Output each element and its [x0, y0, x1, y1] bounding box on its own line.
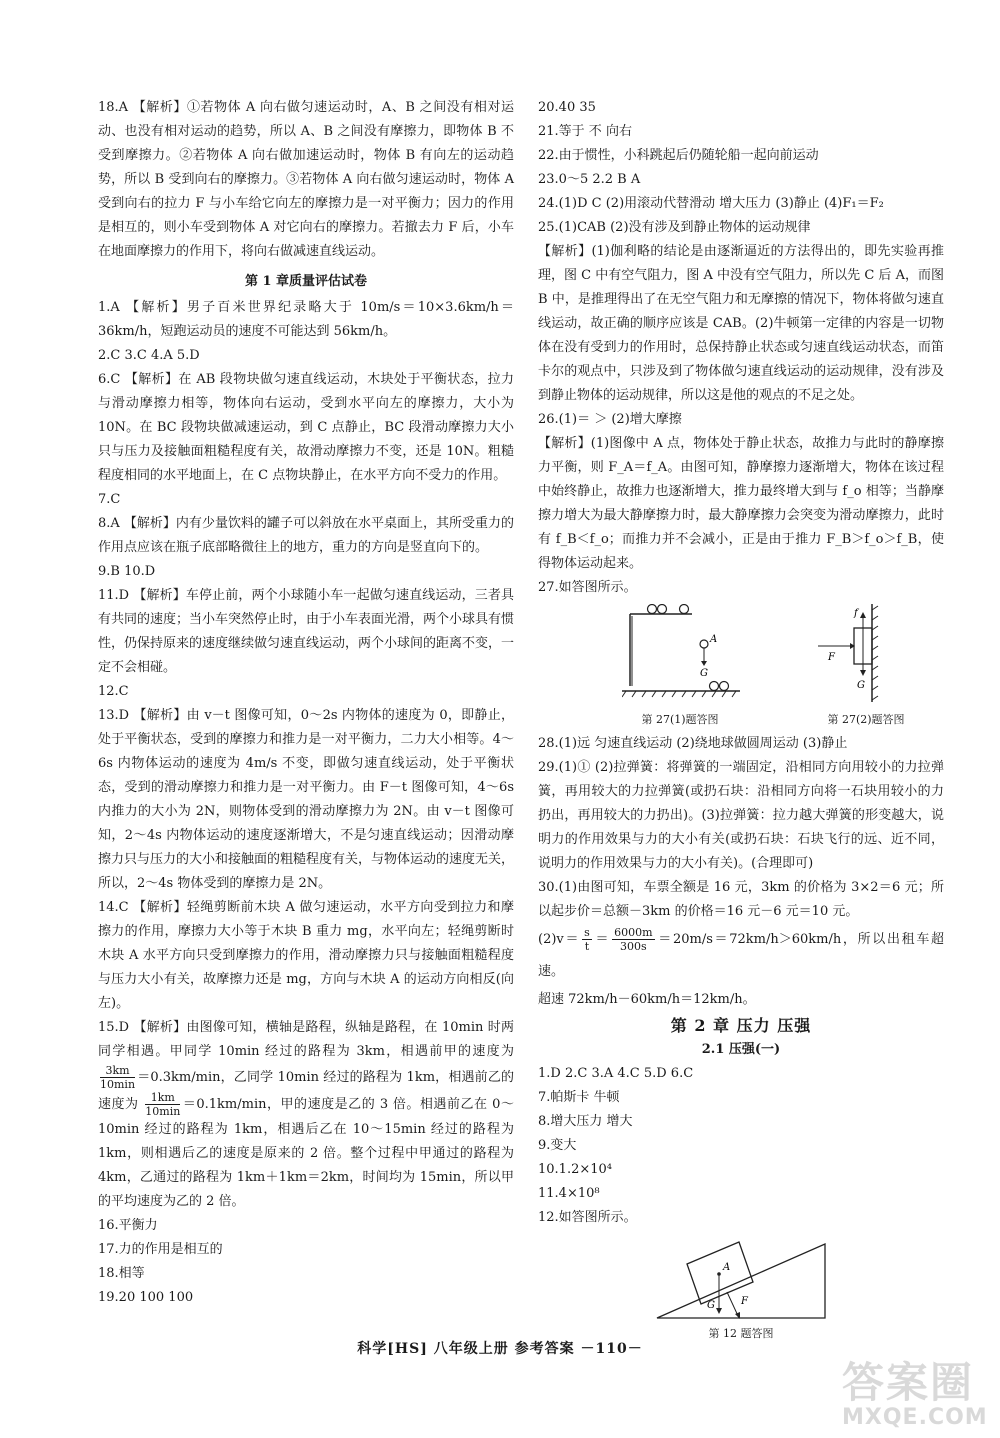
answer-b7: 7.帕斯卡 牛顿: [538, 1090, 620, 1105]
answer-25-explanation: 【解析】(1)伽利略的结论是由逐渐逼近的方法得出的，即先实验再推理，图 C 中有空气阻力，图 A 中没有空气阻力，所以先 C 后 A，而图 B 中，是推理得出了在无空气阻力和无摩擦的情况下，物体将做匀速直线运动，故正确的顺序应该是 CAB。(2)牛顿第一定律的内容是一切物体在没有受到力的作用时，总保持静止状态或匀速直线运动状态，而笛卡尔的观点中，只涉及到了物体做匀速直线运动的运动规律，没有涉及到静止物体的运动规律，所以这是他的观点的不足之处。: [538, 244, 944, 403]
lesson-title: 2.1 压强(一): [701, 1042, 781, 1057]
answer-30-2-post: ＝20m/s＝72km/h＞60km/h，所以出租车超速。: [538, 932, 944, 979]
answer-12: 12.C: [98, 684, 129, 699]
right-column: [538, 96, 944, 1342]
answer-b11: 11.4×10⁸: [538, 1186, 600, 1201]
answer-13: 13.D 【解析】由 v－t 图像可知，0～2s 内物体的速度为 0，即静止，处于平衡状态，受到的摩擦力和推力是一对平衡力，二力大小相等。4～6s 内物体运动的速度为 4m/s 不变，即做匀速直线运动，处于平衡状态，受到的滑动摩擦力和推力是一对平衡力。由 F－t 图像可知，4～6s 内推力的大小为 2N，则物体受到的滑动摩擦力为 2N。由 v－t 图像可知，2～4s 内物体运动的速度逐渐增大，不是匀速直线运动；因滑动摩擦力只与压力的大小和接触面的粗糙程度有关，与物体运动的速度无关，所以，2～4s 物体受到的摩擦力是 2N。: [98, 708, 515, 891]
left-column: [98, 96, 514, 1310]
fraction-numerator: s: [584, 926, 590, 939]
answer-b8: 8.增大压力 增大: [538, 1114, 633, 1129]
answer-9-10: 9.B 10.D: [98, 564, 156, 579]
fraction-6000m-300s: [612, 926, 654, 953]
fraction-3km-10min: [100, 1064, 135, 1091]
answer-20: 20.40 35: [538, 100, 596, 115]
answer-2-5: 2.C 3.C 4.A 5.D: [98, 348, 200, 363]
page-footer: 科学[HS] 八年级上册 参考答案 －110－: [357, 1341, 643, 1357]
answer-b10: 10.1.2×10⁴: [538, 1162, 612, 1177]
answer-b1-6: 1.D 2.C 3.A 4.C 5.D 6.C: [538, 1066, 694, 1081]
label-F: F: [741, 1296, 748, 1307]
answer-30-1: 30.(1)由图可知，车票全额是 16 元，3km 的价格为 3×2＝6 元；所以起步价＝总额－3km 的价格＝16 元－6 元＝10 元。: [538, 880, 944, 919]
answer-30-2: [538, 924, 944, 988]
figure-27-1: [622, 604, 752, 708]
answer-11: 11.D 【解析】车停止前，两个小球随小车一起做匀速直线运动，三者具有共同的速度；当小车突然停止时，由于小车表面光滑，两个小球具有惯性，仍保持原来的速度继续做匀速直线运动，两个小球间的距离不变，一定不会相碰。: [98, 588, 515, 675]
figure-27-1-caption: 第 27(1)题答图: [641, 713, 719, 726]
answer-30-3: 超速 72km/h－60km/h＝12km/h。: [538, 992, 756, 1007]
figure-12: [651, 1234, 831, 1326]
fraction-s-t: [582, 926, 592, 953]
answer-14: 14.C 【解析】轻绳剪断前木块 A 做匀速运动，水平方向受到拉力和摩擦力的作用，摩擦力大小等于木块 B 重力 mg，水平向左；轻绳剪断时木块 A 水平方向只受到摩擦力的作用，滑动摩擦力只与接触面粗糙程度与压力大小有关，故摩擦力还是 mg，方向与木块 A 的运动方向相反(向左)。: [98, 900, 514, 1011]
label-F: F: [828, 652, 835, 663]
answer-15-mid: ＝0.3km/min，乙同学 10min 经过的路程为 1km，相遇前乙的速度为: [98, 1070, 514, 1112]
watermark-logo: [842, 1360, 992, 1436]
answer-18-block: 18.A 【解析】①若物体 A 向右做匀速运动时，A、B 之间没有相对运动、也没有相对运动的趋势，所以 A、B 之间没有摩擦力，即物体 B 不受到摩擦力。②若物体 A 向右做加速运动时，物体 B 有向左的运动趋势，所以 B 受到向右的摩擦力。③若物体 A 向右做匀速运动时，物体 A 受到向右的拉力 F 与小车给它向左的摩擦力是一对平衡力；因力的作用是相互的，则小车受到物体 A 对它向右的摩擦力。若撤去力 F 后，小车在地面摩擦力的作用下，将向右做减速直线运动。: [98, 100, 514, 259]
fraction-numerator: 6000m: [614, 926, 653, 939]
watermark-text: 答案圈: [842, 1358, 975, 1407]
answer-15: [98, 1016, 514, 1214]
figure-27-2-caption: 第 27(2)题答图: [827, 713, 905, 726]
answer-30-2-pre: (2)v＝: [538, 932, 581, 947]
answer-15-post: ＝0.1km/min，甲的速度是乙的 3 倍。相遇前乙在 0～10min 经过的路程为 1km，相遇后乙在 10～15min 经过的路程为 1km，则相遇后乙的速度是原来的 2 倍。整个过程中甲通过的路程为 4km，乙通过的路程为 1km＋1km＝2km，时间均为 15min，所以甲的平均速度为乙的 2 倍。: [98, 1097, 514, 1209]
answer-15-pre: 15.D 【解析】由图像可知，横轴是路程，纵轴是路程，在 10min 时两同学相遇。甲同学 10min 经过的路程为 3km，相遇前甲的速度为: [98, 1020, 514, 1059]
watermark-url: MXQE.COM: [842, 1405, 988, 1430]
answer-6: 6.C 【解析】在 AB 段物块做匀速直线运动，木块处于平衡状态，拉力与滑动摩擦力相等，物体向右运动，受到水平向左的摩擦力，大小为 10N。在 BC 段物块做减速运动，到 C 点静止，BC 段滑动摩擦力大小只与压力及接触面粗糙程度有关，故滑动摩擦力不变，还是 10N。粗糙程度相同的水平地面上，在 C 点物块静止，在水平方向不受力的作用。: [98, 372, 514, 483]
answer-24: 24.(1)D C (2)用滚动代替滑动 增大压力 (3)静止 (4)F₁＝F₂: [538, 196, 884, 211]
fraction-denominator: t: [584, 940, 590, 953]
answer-25: 25.(1)CAB (2)没有涉及到静止物体的运动规律: [538, 220, 811, 235]
answer-22: 22.由于惯性，小科跳起后仍随轮船一起向前运动: [538, 148, 819, 163]
label-G: G: [700, 668, 708, 679]
answer-16: 16.平衡力: [98, 1218, 158, 1233]
answer-18-short: 18.相等: [98, 1266, 145, 1281]
fraction-denominator: 10min: [145, 1105, 181, 1118]
fraction-denominator: 300s: [620, 940, 647, 953]
fraction-numerator: 1km: [145, 1091, 180, 1105]
answer-29: 29.(1)① (2)拉弹簧：将弹簧的一端固定，沿相同方向用较小的力拉弹簧，再用较大的力拉弹簧(或扔石块：沿相同方向将一石块用较小的力扔出，再用较大的力扔出)。(3)拉弹簧：拉力越大弹簧的形变越大，说明力的作用效果与力的大小有关(或扔石块：石块飞行的远、近不同，说明力的作用效果与力的大小有关)。(合理即可): [538, 760, 944, 871]
fraction-numerator: 3km: [100, 1064, 135, 1078]
answer-23: 23.0～5 2.2 B A: [538, 172, 641, 187]
label-f: f: [854, 608, 858, 619]
answer-17: 17.力的作用是相互的: [98, 1242, 223, 1257]
label-A: A: [723, 1262, 731, 1273]
chapter-title: 第 2 章 压力 压强: [670, 1016, 812, 1035]
fraction-1km-10min: [145, 1091, 180, 1118]
answer-19: 19.20 100 100: [98, 1290, 194, 1305]
answer-1: 1.A 【解析】男子百米世界纪录略大于 10m/s＝10×3.6km/h＝36km/h，短跑运动员的速度不可能达到 56km/h。: [98, 300, 514, 339]
fraction-denominator: 10min: [100, 1078, 136, 1091]
label-A: A: [710, 634, 718, 645]
answer-b9: 9.变大: [538, 1138, 577, 1153]
equals-sign: ＝: [593, 932, 611, 947]
answer-27: 27.如答图所示。: [538, 580, 637, 595]
figure-27-row: [538, 600, 944, 732]
answer-26: 26.(1)＝ ＞ (2)增大摩擦: [538, 412, 682, 427]
answer-7: 7.C: [98, 492, 121, 507]
answer-28: 28.(1)远 匀速直线运动 (2)绕地球做圆周运动 (3)静止: [538, 736, 848, 751]
answer-26-explanation: 【解析】(1)图像中 A 点，物体处于静止状态，故推力与此时的静摩擦力平衡，则 F_A＝f_A。由图可知，静摩擦力逐渐增大，物体在该过程中始终静止，故推力也逐渐增大，推力最终增大到与 f_o 相等；当静摩擦力增大为最大静摩擦力时，最大静摩擦力会突变为滑动摩擦力，此时有 f_B＜f_o；而推力并不会减小，正是由于推力 F_B＞f_o＞f_B，使得物体运动起来。: [538, 436, 944, 571]
label-G: G: [707, 1300, 715, 1311]
answer-b12: 12.如答图所示。: [538, 1210, 637, 1225]
answer-8: 8.A 【解析】内有少量饮料的罐子可以斜放在水平桌面上，其所受重力的作用点应该在瓶子底部略微往上的地方，重力的方向是竖直向下的。: [98, 516, 514, 555]
answer-21: 21.等于 不 向右: [538, 124, 632, 139]
figure-27-2: [814, 602, 904, 706]
section-title: 第 1 章质量评估试卷: [244, 274, 368, 289]
label-G: G: [857, 680, 865, 691]
figure-12-caption: 第 12 题答图: [708, 1327, 774, 1340]
